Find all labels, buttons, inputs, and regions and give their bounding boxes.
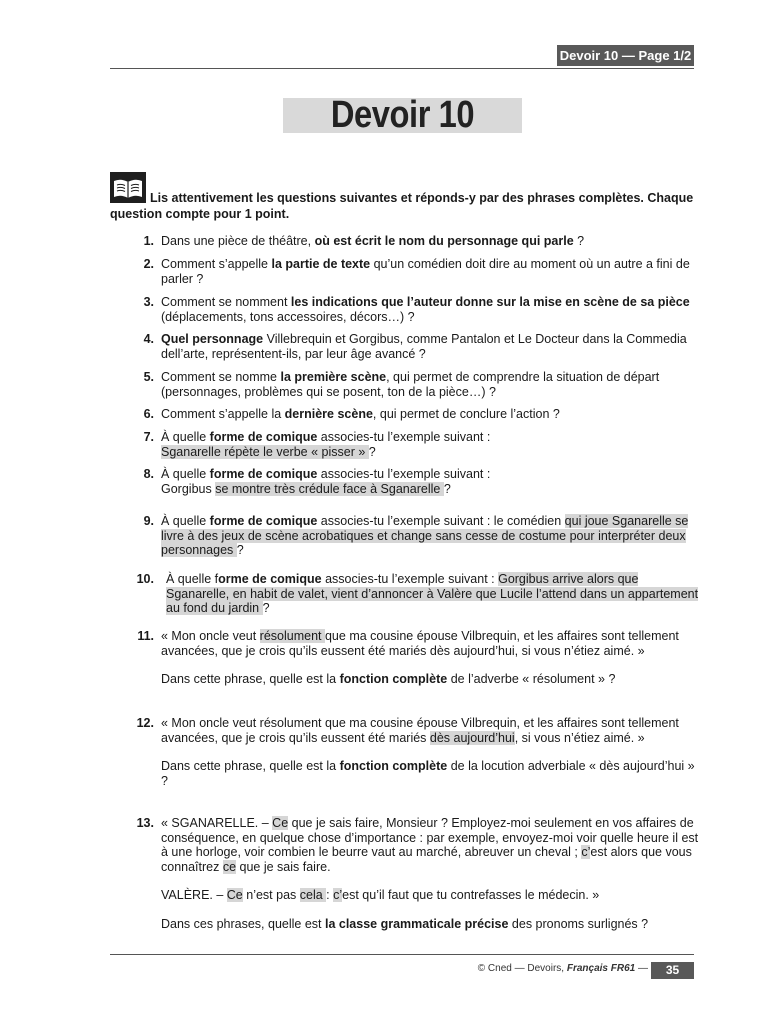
question-number: 2. [143, 257, 154, 271]
highlighted-word: dès aujourd’hui [429, 730, 515, 745]
highlighted-pronoun: cela [299, 888, 327, 902]
footer-credit: © Cned — Devoirs, Français FR61 — [477, 963, 648, 974]
question-number: 8. [143, 467, 154, 481]
question-number: 7. [143, 430, 154, 444]
highlighted-pronoun: c’ [333, 888, 343, 902]
highlighted-pronoun: Ce [226, 888, 243, 902]
highlighted-word: résolument [259, 629, 325, 643]
question-number: 4. [143, 332, 154, 346]
question-number: 9. [143, 514, 154, 528]
question-number: 13. [136, 816, 154, 830]
highlighted-example: qui joue Sganarelle se livre à des jeux de scène acrobatiques et change sans cesse de costume pour interpréter deux personnages [161, 514, 689, 557]
question-number: 6. [143, 407, 154, 421]
highlighted-example: Gorgibus arrive alors que Sganarelle, en habit de valet, vient d’annoncer à Valère que Lucile l’attend dans un appartement au fond du jardin [166, 572, 699, 615]
highlighted-pronoun: Ce [272, 816, 289, 830]
question-number: 12. [136, 716, 154, 730]
highlighted-pronoun: ce [222, 859, 237, 874]
question-number: 5. [143, 370, 154, 384]
question-number: 11. [137, 629, 154, 643]
question-number: 3. [143, 295, 154, 309]
question-number: 10. [136, 572, 154, 586]
page-title: Devoir 10 [330, 94, 475, 136]
page-tag: Devoir 10 — Page 1/2 [557, 45, 694, 66]
question-number: 1. [143, 234, 154, 248]
instructions: Lis attentivement les questions suivantes et réponds-y par des phrases complètes. Chaque question compte pour 1 point. [110, 191, 694, 221]
highlighted-example: se montre très crédule face à Sganarelle [215, 481, 444, 496]
top-rule [110, 68, 694, 69]
highlighted-pronoun: c’ [581, 845, 591, 859]
highlighted-example: Sganarelle répète le verbe « pisser » [161, 444, 369, 459]
page-number: 35 [651, 962, 694, 979]
bottom-rule [110, 954, 694, 955]
